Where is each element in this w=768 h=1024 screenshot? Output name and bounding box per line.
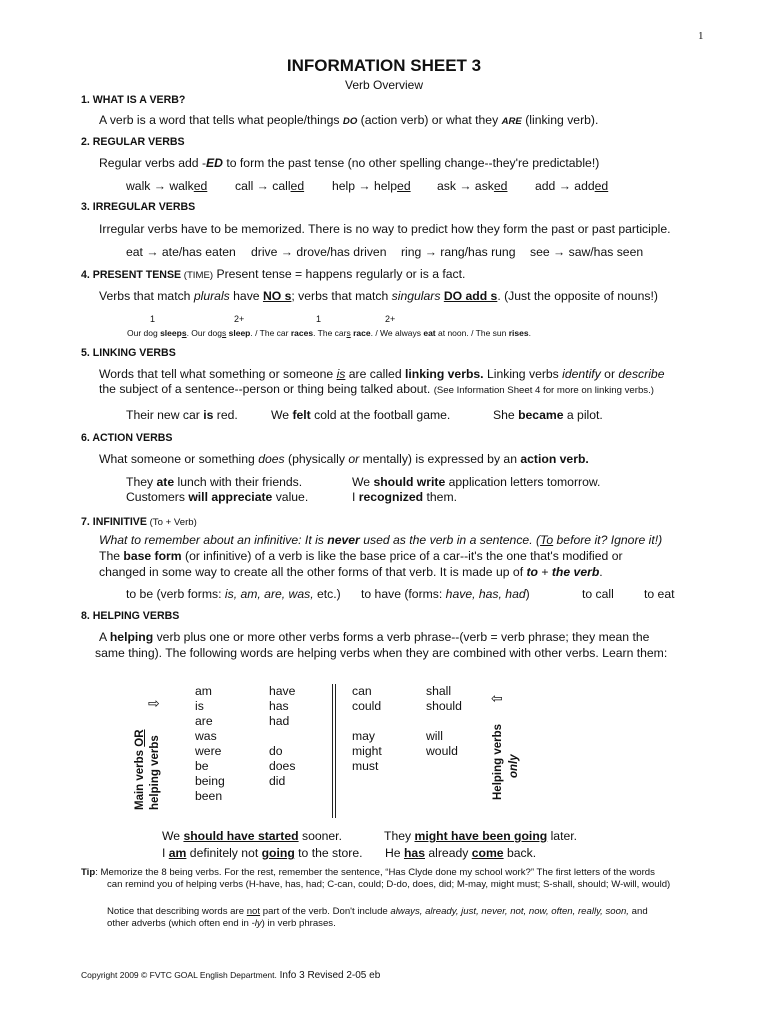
helping-example-2: They might have been going later.: [384, 829, 578, 843]
regular-example-5: add → added: [535, 179, 609, 193]
irregular-example-1: eat → ate/has eaten: [126, 245, 236, 259]
section-7-line-3: changed in some way to create all the other forms of that verb. It is made up of to + the verb.: [99, 565, 603, 579]
present-tense-examples: Our dog sleeps. Our dogs sleep. / The car races. The cars race. / We always eat at noon. / The sun rises.: [127, 328, 531, 338]
section-7-heading: 7. INFINITIVE (To + Verb): [81, 516, 197, 528]
section-4-text: Verbs that match plurals have NO s; verbs that match singulars DO add s. (Just the opposite of nouns!): [99, 289, 658, 303]
verb-column-3: can could may might must: [352, 684, 382, 773]
section-1-text: A verb is a word that tells what people/things DO (action verb) or what they ARE (linking verb).: [99, 113, 599, 127]
regular-example-1: walk → walked: [126, 179, 208, 193]
verb-column-2: have has had do does did: [269, 684, 296, 788]
tip-line-2: can remind you of helping verbs (H-have, has, had; C-can, could; D-do, does, did; M-may, might must; S-shall, should; W-will, would): [107, 879, 671, 890]
helping-example-4: He has already come back.: [385, 846, 537, 860]
action-example-1: They ate lunch with their friends.: [126, 475, 303, 489]
regular-example-3: help → helped: [332, 179, 411, 193]
left-arrow-icon: ⇦: [491, 690, 503, 706]
page-number: 1: [698, 30, 704, 42]
section-6-heading: 6. ACTION VERBS: [81, 432, 173, 444]
section-7-line-2: The base form (or infinitive) of a verb is like the base price of a car--it's the one that's modified or: [99, 549, 623, 563]
right-column-label-line-2: only: [508, 754, 520, 778]
section-8-heading: 8. HELPING VERBS: [81, 610, 180, 622]
section-4-heading: 4. PRESENT TENSE (TIME) Present tense = happens regularly or is a fact.: [81, 267, 466, 281]
page-title: INFORMATION SHEET 3: [286, 56, 482, 75]
action-example-4: I recognized them.: [352, 490, 457, 504]
note-line-2: other adverbs (which often end in -ly) in verb phrases.: [107, 918, 336, 929]
section-2-heading: 2. REGULAR VERBS: [81, 136, 185, 148]
number-mark: 2+: [385, 314, 396, 324]
tip-line-1: Tip: Memorize the 8 being verbs. For the rest, remember the sentence, “Has Clyde done my school work?” The first letters of the words: [81, 867, 655, 878]
linking-example-3: She became a pilot.: [493, 408, 603, 422]
linking-example-1: Their new car is red.: [126, 408, 238, 422]
section-3-heading: 3. IRREGULAR VERBS: [81, 201, 196, 213]
helping-example-1: We should have started sooner.: [162, 829, 342, 843]
action-example-2: Customers will appreciate value.: [126, 490, 309, 504]
irregular-example-4: see → saw/has seen: [530, 245, 644, 259]
regular-example-2: call → called: [235, 179, 305, 193]
section-6-text: What someone or something does (physically or mentally) is expressed by an action verb.: [99, 452, 589, 466]
section-3-text: Irregular verbs have to be memorized. There is no way to predict how they form the past or past participle.: [99, 222, 671, 236]
number-mark: 1: [150, 314, 156, 324]
infinitive-example-4: to eat: [644, 587, 675, 601]
section-8-line-1: A helping verb plus one or more other verbs forms a verb phrase--(verb = verb phrase; they mean the: [99, 630, 650, 644]
verb-column-1: am is are was were be being been: [195, 684, 225, 803]
page-subtitle: Verb Overview: [344, 78, 424, 92]
section-7-line-1: What to remember about an infinitive: It is never used as the verb in a sentence. (To before it? Ignore it!): [99, 533, 663, 547]
number-mark: 2+: [234, 314, 245, 324]
helping-example-3: I am definitely not going to the store.: [162, 846, 363, 860]
section-5-heading: 5. LINKING VERBS: [81, 347, 176, 359]
section-5-text-line-2: the subject of a sentence--person or thing being talked about. (See Information Sheet 4 for more on linking verbs.): [99, 382, 654, 396]
regular-example-4: ask → asked: [437, 179, 508, 193]
action-example-3: We should write application letters tomorrow.: [352, 475, 601, 489]
right-arrow-icon: ⇨: [148, 695, 160, 711]
right-column-label-line-1: Helping verbs: [492, 723, 504, 800]
infinitive-example-1: to be (verb forms: is, am, are, was, etc.): [126, 587, 341, 601]
infinitive-example-2: to have (forms: have, has, had): [361, 587, 530, 601]
note-line-1: Notice that describing words are not part of the verb. Don't include always, already, just, never, not, now, often, really, soon, and: [107, 906, 648, 917]
left-column-label-line-2: helping verbs: [149, 735, 161, 810]
linking-example-2: We felt cold at the football game.: [271, 408, 451, 422]
column-divider: [332, 684, 336, 818]
section-8-line-2: same thing). The following words are helping verbs when they are combined with other verbs. Learn them:: [95, 646, 668, 660]
section-5-text-line-1: Words that tell what something or someone is are called linking verbs. Linking verbs identify or describe: [99, 367, 665, 381]
verb-column-4: shall should will would: [426, 684, 462, 758]
footer-copyright: Copyright 2009 © FVTC GOAL English Department. Info 3 Revised 2-05 eb: [81, 970, 381, 981]
left-column-label-line-1: Main verbs OR: [134, 729, 146, 810]
section-1-heading: 1. WHAT IS A VERB?: [81, 94, 186, 106]
infinitive-example-3: to call: [582, 587, 614, 601]
number-mark: 1: [316, 314, 322, 324]
section-2-text: Regular verbs add -ED to form the past tense (no other spelling change--they're predictable!): [99, 156, 600, 170]
irregular-example-2: drive → drove/has driven: [251, 245, 387, 259]
irregular-example-3: ring → rang/has rung: [401, 245, 516, 259]
